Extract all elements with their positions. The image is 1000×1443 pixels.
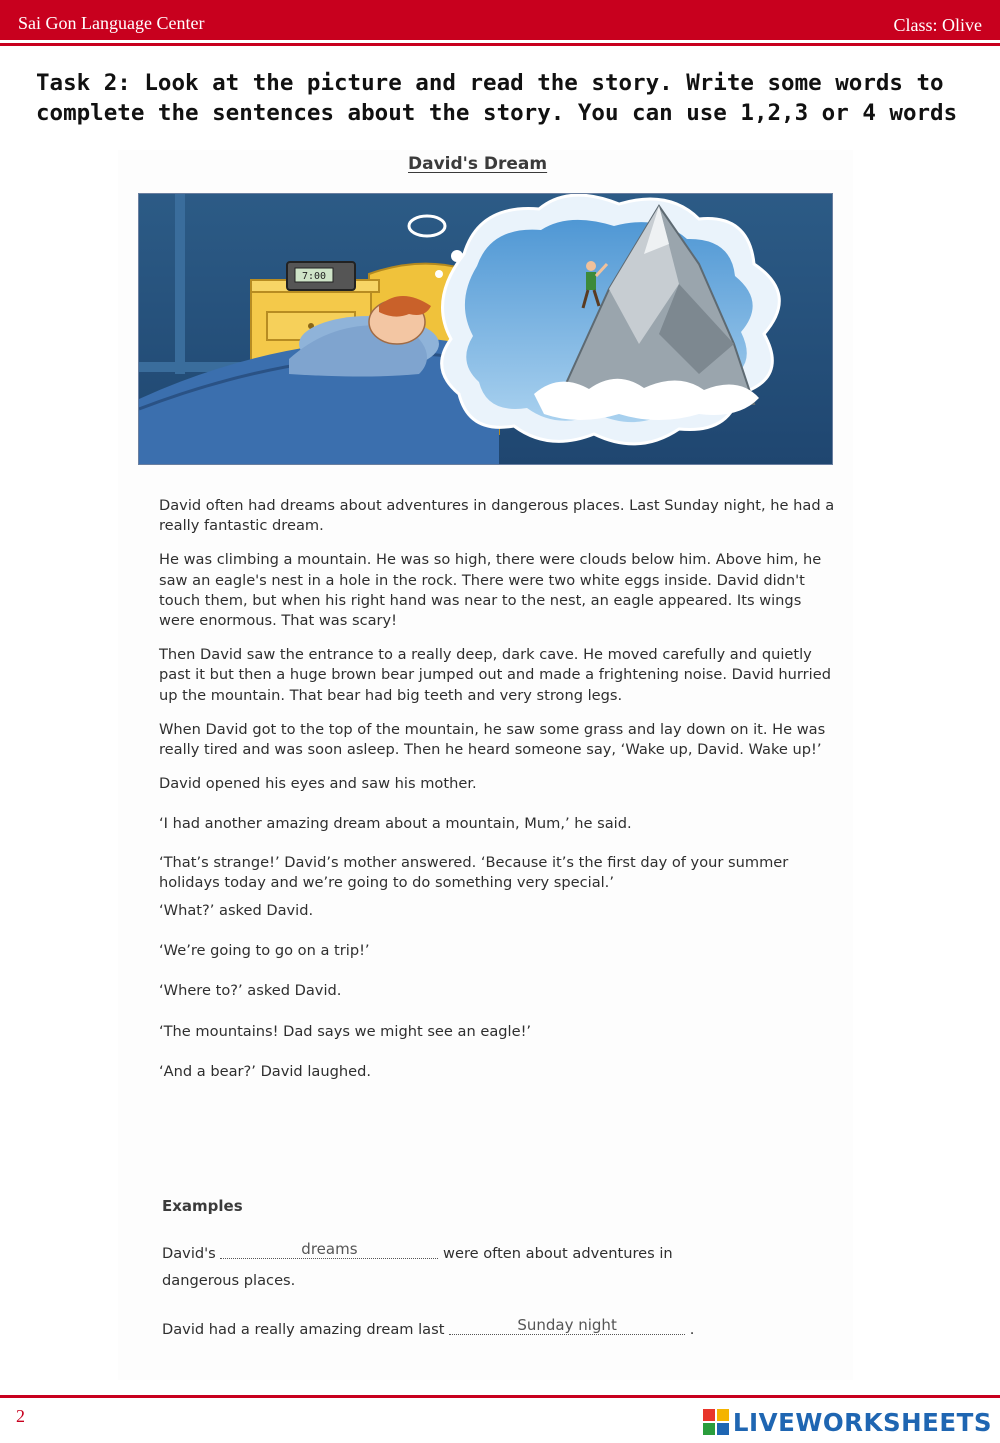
story-paragraph: ‘And a bear?’ David laughed. [159, 1062, 371, 1080]
story-paragraph: ‘Where to?’ asked David. [159, 982, 342, 1000]
page-number: 2 [16, 1406, 25, 1426]
footer-divider [0, 1395, 1000, 1398]
story-paragraph: ‘The mountains! Dad says we might see an eagle!’ [159, 1022, 532, 1040]
story-paragraph: Then David saw the entrance to a really deep, dark cave. He moved carefully and quietly past it but then a huge brown bear jumped out and made a frightening noise. David hurried up the mountain. That bear had big teeth and very strong legs. [159, 646, 831, 704]
example-1 [162, 1240, 673, 1263]
story-text [159, 496, 839, 1082]
example-2 [162, 1316, 695, 1339]
story-title: David's Dream [408, 154, 548, 174]
example-1-line2: dangerous places. [162, 1272, 296, 1289]
story-paragraph: When David got to the top of the mountain, he saw some grass and lay down on it. He was really tired and was soon asleep. Then he heard someone say, ‘Wake up, David. Wake up!’ [159, 720, 826, 759]
example-1-prefix: David's [162, 1245, 216, 1262]
header-divider [0, 43, 1000, 46]
center-name: Sai Gon Language Center [18, 13, 205, 33]
story-paragraph: ‘That’s strange!’ David’s mother answered. ‘Because it’s the first day of your summer holidays today and we’re going to do something very special.’ [159, 853, 789, 891]
example-2-suffix: . [689, 1321, 695, 1338]
bedroom-dream-image [139, 194, 833, 465]
brand-name: LIVEWORKSHEETS [732, 1407, 992, 1437]
task-instruction: Task 2: Look at the picture and read the story. Write some words to complete the sentences about the story. You can use 1,2,3 or 4 words [36, 70, 958, 126]
example-2-answer: Sunday night [449, 1316, 685, 1335]
story-paragraph: ‘I had another amazing dream about a mountain, Mum,’ he said. [159, 815, 632, 833]
story-paragraph: ‘We’re going to go on a trip!’ [159, 942, 370, 960]
story-paragraph: ‘What?’ asked David. [159, 902, 314, 920]
liveworksheets-grid-icon [703, 1409, 729, 1435]
class-label: Class: Olive [893, 15, 982, 35]
example-1-answer: dreams [220, 1240, 438, 1259]
clock-reading: 7:00 [301, 271, 327, 282]
examples-title: Examples [162, 1197, 243, 1215]
story-paragraph: He was climbing a mountain. He was so high, there were clouds below him. Above him, he saw an eagle's nest in a hole in the rock. There were two white eggs inside. David didn't touch them, but when his right hand was near to the nest, an eagle appeared. Its wings were enormous. That was scary! [159, 551, 822, 630]
liveworksheets-logo[interactable] [703, 1405, 992, 1439]
story-paragraph: David often had dreams about adventures in dangerous places. Last Sunday night, he had a really fantastic dream. [159, 497, 835, 535]
story-paragraph: David opened his eyes and saw his mother. [159, 775, 477, 793]
example-1-suffix: were often about adventures in [443, 1245, 673, 1262]
story-illustration [138, 193, 833, 465]
example-2-prefix: David had a really amazing dream last [162, 1321, 445, 1338]
